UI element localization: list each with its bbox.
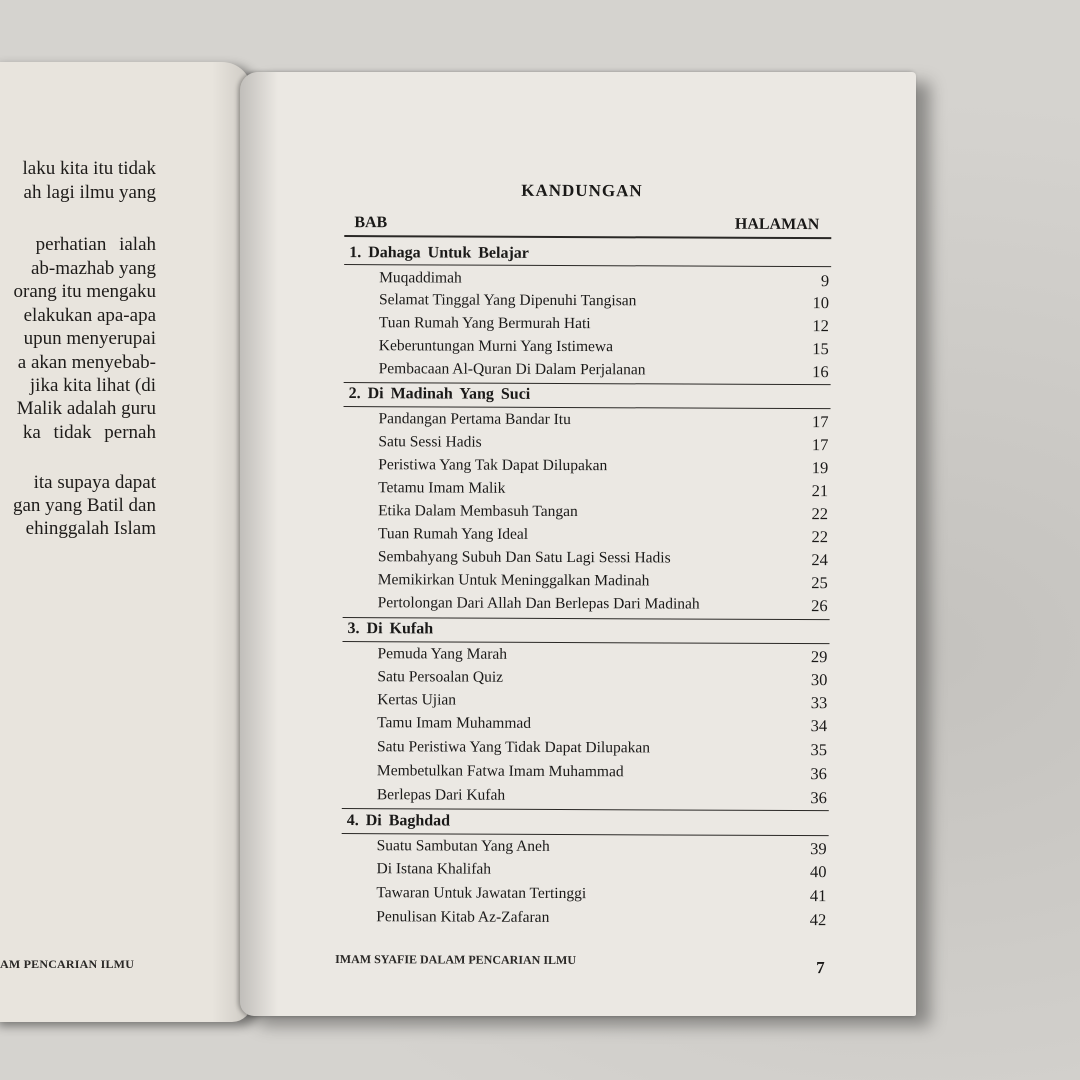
toc-entry-title: Pembacaan Al-Quran Di Dalam Perjalanan	[378, 360, 646, 379]
toc-entry	[376, 884, 826, 908]
toc-entry-page: 33	[810, 693, 828, 713]
toc-entry-title: Sembahyang Subuh Dan Satu Lagi Sessi Hadis	[377, 548, 671, 567]
toc-entry-title: Penulisan Kitab Az-Zafaran	[376, 908, 550, 926]
chapter-heading: 4. Di Baghdad	[346, 812, 451, 830]
left-text-line: ita supaya dapat	[33, 472, 156, 493]
toc-entry-page: 35	[810, 740, 828, 760]
toc-entry	[379, 337, 829, 361]
left-text-line: ehinggalah Islam	[25, 518, 156, 539]
toc-entry-page: 24	[811, 550, 828, 570]
toc-entry-title: Satu Peristiwa Yang Tidak Dapat Dilupakan	[377, 738, 651, 757]
toc-entry-title: Tuan Rumah Yang Bermurah Hati	[378, 314, 591, 333]
left-text-line: perhatian ialah	[35, 234, 156, 255]
toc-entry	[378, 456, 828, 480]
chapter-rule	[344, 264, 831, 267]
toc-entry-title: Peristiwa Yang Tak Dapat Dilupakan	[378, 456, 608, 475]
chapter-heading: 1. Dahaga Untuk Belajar	[349, 244, 529, 262]
toc-entry	[378, 594, 828, 618]
toc-entry	[378, 571, 828, 595]
toc-entry	[377, 786, 827, 810]
toc-entry-title: Tawaran Untuk Jawatan Tertinggi	[376, 884, 587, 903]
left-text-line: a akan menyebab-	[17, 352, 156, 373]
toc-entry-title: Etika Dalam Membasuh Tangan	[378, 502, 578, 521]
toc-entry-title: Memikirkan Untuk Meninggalkan Madinah	[377, 571, 650, 590]
page-number: 7	[816, 958, 825, 978]
toc-entry	[377, 738, 827, 762]
toc-entry	[378, 433, 828, 457]
left-text-line: jika kita lihat (di	[29, 375, 156, 396]
chapter-rule	[344, 406, 831, 409]
toc-entry	[378, 479, 828, 503]
toc-entry	[379, 291, 829, 315]
header-rule	[344, 235, 831, 239]
toc-entry-page: 26	[811, 596, 828, 616]
toc-entry-title: Di Istana Khalifah	[376, 860, 492, 878]
left-text-line: elakukan apa-apa	[23, 305, 156, 326]
toc-entry-title: Kertas Ujian	[377, 691, 457, 709]
toc-entry	[379, 360, 829, 384]
toc-entry	[376, 860, 826, 884]
right-page-footer: IMAM SYAFIE DALAM PENCARIAN ILMU	[335, 952, 577, 968]
chapter-rule	[343, 641, 830, 644]
toc-entry-title: Membetulkan Fatwa Imam Muhammad	[376, 762, 624, 781]
left-text-line: ka tidak pernah	[22, 422, 156, 443]
toc-entry-title: Keberuntungan Murni Yang Istimewa	[378, 337, 614, 356]
table-of-contents	[331, 72, 830, 1018]
toc-entry-page: 25	[811, 573, 828, 593]
toc-entry	[376, 908, 826, 932]
toc-entry	[378, 502, 828, 526]
toc-entry-page: 42	[809, 910, 827, 930]
toc-entry	[377, 691, 827, 715]
toc-entry-page: 29	[810, 647, 828, 667]
right-page-gutter-shadow	[240, 72, 278, 1016]
toc-entry-page: 22	[811, 527, 829, 547]
toc-entry-title: Pemuda Yang Marah	[377, 645, 508, 663]
toc-entry-page: 15	[812, 339, 829, 359]
toc-entry	[377, 668, 827, 692]
toc-entry	[377, 762, 827, 786]
toc-entry-page: 40	[809, 862, 827, 882]
toc-entry-page: 39	[810, 839, 827, 859]
toc-entry-title: Suatu Sambutan Yang Aneh	[376, 837, 550, 855]
left-text-line: ah lagi ilmu yang	[23, 182, 156, 203]
toc-entry-title: Tetamu Imam Malik	[378, 479, 506, 497]
toc-entry-page: 19	[811, 458, 829, 478]
chapter-rule	[342, 833, 829, 836]
toc-entry	[377, 645, 827, 669]
toc-entry	[379, 314, 829, 338]
toc-entry-title: Berlepas Dari Kufah	[376, 786, 506, 804]
toc-entry-title: Tuan Rumah Yang Ideal	[377, 525, 529, 543]
chapter-heading: 2. Di Madinah Yang Suci	[348, 385, 531, 403]
toc-entry	[377, 714, 827, 738]
toc-entry-page: 21	[811, 481, 829, 501]
toc-entry	[378, 410, 828, 434]
chapter-heading: 3. Di Kufah	[347, 620, 434, 638]
toc-entry-title: Pandangan Pertama Bandar Itu	[378, 410, 571, 429]
toc-entry-page: 17	[811, 435, 829, 455]
toc-entry-page: 10	[812, 293, 830, 313]
left-page	[0, 62, 252, 1022]
left-text-line: ab-mazhab yang	[30, 258, 156, 279]
toc-entry-title: Satu Sessi Hadis	[378, 433, 482, 451]
left-text-line: gan yang Batil dan	[13, 495, 156, 516]
toc-entry-title: Satu Persoalan Quiz	[377, 668, 504, 686]
toc-entry-page: 9	[820, 271, 830, 291]
toc-entry	[378, 548, 828, 572]
column-header-bab: BAB	[354, 214, 388, 232]
left-text-line: laku kita itu tidak	[22, 158, 156, 179]
toc-entry-page: 34	[810, 716, 828, 736]
toc-entry-page: 30	[810, 670, 828, 690]
right-page	[240, 72, 916, 1016]
toc-entry-page: 17	[811, 412, 829, 432]
toc-entry	[378, 525, 828, 549]
page-title: KANDUNGAN	[521, 180, 643, 201]
left-text-line: upun menyerupai	[23, 328, 156, 349]
toc-entry-page: 41	[809, 886, 827, 906]
toc-entry-page: 36	[810, 764, 827, 784]
toc-entry-title: Selamat Tinggal Yang Dipenuhi Tangisan	[378, 291, 637, 310]
toc-entry-title: Pertolongan Dari Allah Dan Berlepas Dari Madinah	[377, 594, 700, 613]
toc-entry	[379, 269, 829, 293]
toc-entry-page: 16	[812, 362, 829, 382]
column-header-halaman: HALAMAN	[734, 215, 820, 234]
toc-entry	[377, 837, 827, 861]
toc-entry-title: Muqaddimah	[379, 269, 462, 287]
toc-entry-page: 22	[811, 504, 829, 524]
left-page-footer: AM PENCARIAN ILMU	[0, 957, 135, 971]
toc-entry-page: 12	[812, 316, 829, 336]
toc-entry-title: Tamu Imam Muhammad	[377, 714, 532, 732]
left-text-line: orang itu mengaku	[13, 281, 156, 302]
toc-entry-page: 36	[810, 788, 827, 808]
left-text-line: Malik adalah guru	[16, 398, 156, 419]
